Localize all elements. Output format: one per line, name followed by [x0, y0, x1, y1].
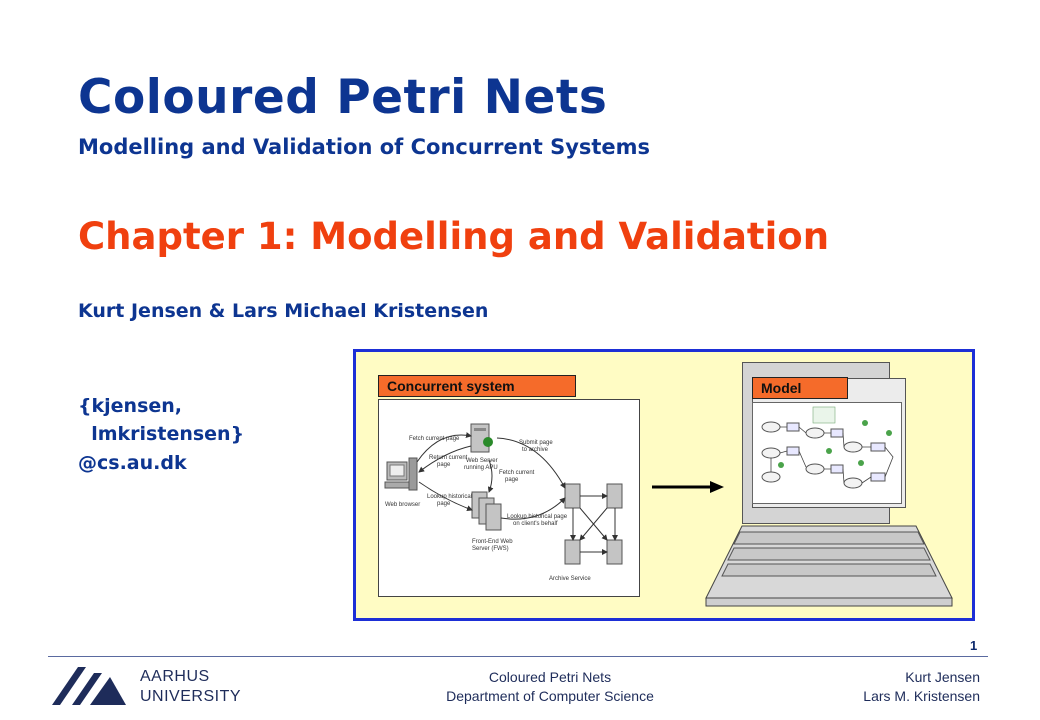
- figure-panel: [353, 349, 975, 621]
- label-lookup-behalf-2: on client's behalf: [513, 521, 558, 527]
- label-fetch-current-2a: Fetch current: [499, 470, 535, 476]
- slide-subtitle: Modelling and Validation of Concurrent Systems: [78, 135, 651, 159]
- footer-department: Department of Computer Science: [446, 688, 654, 704]
- university-name-line-1: AARHUS: [140, 668, 210, 685]
- label-fews-2: Server (FWS): [472, 546, 509, 552]
- email-line-2: lmkristensen}: [78, 423, 245, 445]
- footer-author-2: Lars M. Kristensen: [863, 688, 980, 704]
- label-archive-service: Archive Service: [549, 576, 591, 582]
- footer-author-1: Kurt Jensen: [905, 669, 980, 685]
- footer-divider: [48, 656, 988, 657]
- email-line-1: {kjensen,: [78, 395, 183, 417]
- cpn-model-icon: [753, 403, 901, 503]
- label-submit-page-1: Submit page: [519, 440, 553, 446]
- label-fews-1: Front-End Web: [472, 539, 513, 545]
- web-server-icon: [471, 424, 493, 452]
- email-line-3: @cs.au.dk: [78, 452, 187, 474]
- label-web-server-1: Web Server: [466, 458, 498, 464]
- concurrent-system-label: Concurrent system: [378, 375, 576, 397]
- label-fetch-current-page: Fetch current page: [409, 436, 460, 442]
- model-label: Model: [752, 377, 848, 399]
- cpn-model-diagram: [752, 402, 902, 504]
- label-submit-page-2: to archive: [522, 447, 549, 453]
- chapter-heading: Chapter 1: Modelling and Validation: [78, 215, 830, 258]
- label-web-browser: Web browser: [385, 502, 421, 508]
- arrow-icon: [652, 480, 724, 494]
- front-end-server-icon: [472, 492, 501, 530]
- aarhus-university-logo: [50, 665, 130, 707]
- slide-title: Coloured Petri Nets: [78, 70, 608, 125]
- label-lookup-historical-1: Lookup historical: [427, 494, 473, 500]
- authors-line: Kurt Jensen & Lars Michael Kristensen: [78, 300, 489, 322]
- label-lookup-historical-2: page: [437, 501, 451, 507]
- concurrent-system-diagram: [378, 399, 640, 597]
- label-fetch-current-2b: page: [505, 477, 519, 483]
- label-return-current-2: page: [437, 462, 451, 468]
- label-return-current-1: Return current: [429, 455, 468, 461]
- footer-course: Coloured Petri Nets: [488, 669, 612, 685]
- architecture-diagram: [379, 400, 639, 596]
- university-name-line-2: UNIVERSITY: [140, 688, 242, 705]
- page-number: 1: [970, 638, 978, 653]
- web-browser-icon: [385, 458, 417, 490]
- label-lookup-behalf-1: Lookup historical page: [507, 514, 568, 520]
- archive-server-icons: [565, 484, 622, 564]
- label-web-server-2: running APU: [464, 465, 498, 471]
- laptop-keyboard: [704, 518, 954, 608]
